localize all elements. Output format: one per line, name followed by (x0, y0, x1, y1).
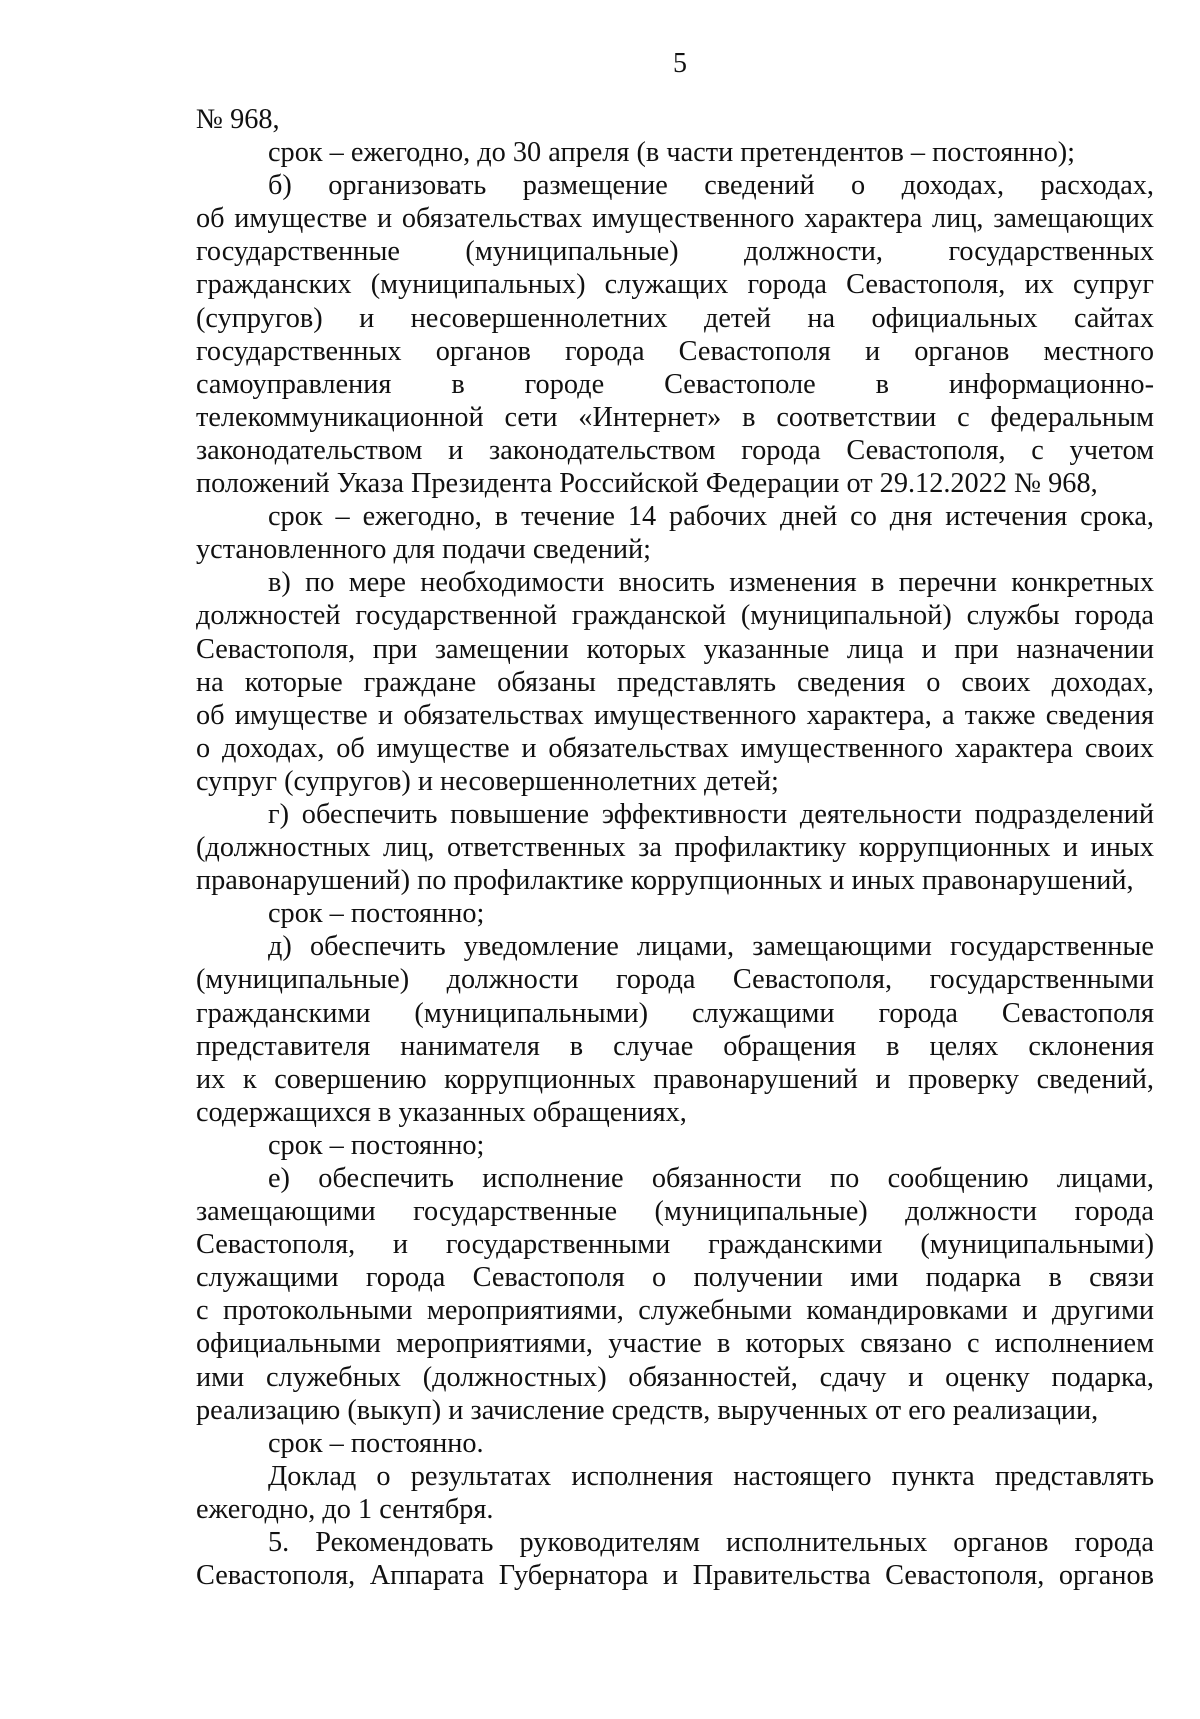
page-number: 5 (673, 48, 687, 79)
text-line: должностей государственной гражданской (муниципальной) службы города (196, 600, 1154, 632)
text-line: представителя нанимателя в случае обращения в целях склонения (196, 1030, 1154, 1062)
text-line: супруг (супругов) и несовершеннолетних детей; (196, 765, 779, 797)
text-line: реализацию (выкуп) и зачисление средств, вырученных от его реализации, (196, 1394, 1099, 1426)
text-line: установленного для подачи сведений; (196, 534, 652, 566)
text-line: в) по мере необходимости вносить изменения в перечни конкретных (268, 567, 1154, 599)
text-line: е) обеспечить исполнение обязанности по сообщению лицами, (268, 1163, 1154, 1194)
text-line: о доходах, об имуществе и обязательствах имущественного характера своих (196, 732, 1154, 764)
text-line: государственных органов города Севастополя и органов местного (196, 335, 1154, 367)
text-line: г) обеспечить повышение эффективности деятельности подразделений (268, 798, 1154, 830)
text-line: государственные (муниципальные) должности, государственных (196, 236, 1154, 268)
text-line: правонарушений) по профилактике коррупционных и иных правонарушений, (196, 865, 1134, 897)
text-line: Севастополя, и государственными гражданскими (муниципальными) (196, 1229, 1154, 1261)
text-line: об имуществе и обязательствах имущественного характера лиц, замещающих (196, 203, 1154, 235)
text-line: на которые граждане обязаны представлять сведения о своих доходах, (196, 666, 1154, 698)
text-line: срок – постоянно; (268, 1129, 485, 1161)
body-text (196, 103, 1154, 1592)
text-line: официальными мероприятиями, участие в которых связано с исполнением (196, 1328, 1154, 1360)
text-line: Доклад о результатах исполнения настоящего пункта представлять (268, 1460, 1154, 1492)
text-line: Севастополя, при замещении которых указанные лица и при назначении (196, 633, 1154, 665)
text-line: (муниципальные) должности города Севастополя, государственными (196, 964, 1154, 996)
text-line: (супругов) и несовершеннолетних детей на официальных сайтах (196, 302, 1154, 334)
text-line: об имуществе и обязательствах имущественного характера, а также сведения (196, 699, 1154, 731)
text-line: (должностных лиц, ответственных за профилактику коррупционных и иных (196, 832, 1154, 864)
text-line: самоуправления в городе Севастополе в информационно- (196, 368, 1154, 400)
text-line: гражданских (муниципальных) служащих города Севастополя, их супруг (196, 269, 1154, 301)
text-line: 5. Рекомендовать руководителям исполнительных органов города (268, 1527, 1154, 1559)
text-line: срок – постоянно. (268, 1427, 484, 1459)
text-line: ими служебных (должностных) обязанностей, сдачу и оценку подарка, (196, 1361, 1154, 1393)
text-line: срок – ежегодно, в течение 14 рабочих дней со дня истечения срока, (268, 501, 1154, 533)
text-line: д) обеспечить уведомление лицами, замещающими государственные (268, 931, 1154, 963)
text-line: б) организовать размещение сведений о доходах, расходах, (268, 170, 1154, 202)
text-line: содержащихся в указанных обращениях, (196, 1096, 687, 1128)
text-line: срок – ежегодно, до 30 апреля (в части претендентов – постоянно); (268, 137, 1076, 169)
text-line: их к совершению коррупционных правонарушений и проверку сведений, (196, 1063, 1154, 1095)
text-line: Севастополя, Аппарата Губернатора и Правительства Севастополя, органов (196, 1560, 1154, 1592)
text-line: положений Указа Президента Российской Федерации от 29.12.2022 № 968, (196, 468, 1098, 500)
text-line: № 968, (196, 104, 280, 135)
text-line: служащими города Севастополя о получении ими подарка в связи (196, 1262, 1154, 1294)
text-line: телекоммуникационной сети «Интернет» в соответствии с федеральным (196, 401, 1154, 433)
text-line: гражданскими (муниципальными) служащими города Севастополя (196, 997, 1154, 1029)
text-line: ежегодно, до 1 сентября. (196, 1493, 494, 1525)
text-line: законодательством и законодательством города Севастополя, с учетом (196, 434, 1154, 466)
text-line: срок – постоянно; (268, 898, 485, 930)
text-line: замещающими государственные (муниципальные) должности города (196, 1196, 1154, 1228)
text-line: с протокольными мероприятиями, служебными командировками и другими (196, 1295, 1154, 1327)
